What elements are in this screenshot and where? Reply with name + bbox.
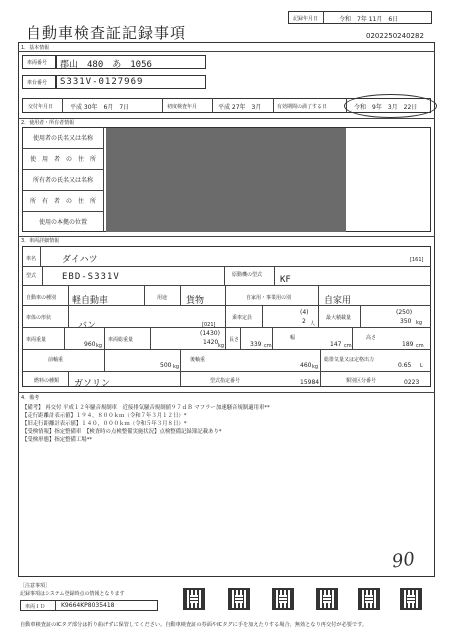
maker-code: [161] — [410, 257, 424, 263]
body-code: [021] — [202, 322, 216, 328]
record-date-label: 記録年月日 — [293, 16, 319, 22]
front-axle-label: 前軸重 — [48, 357, 64, 363]
owner-address-label: 所 有 者 の 住 所 — [29, 198, 96, 205]
width-unit: cm — [344, 343, 352, 349]
issue-value: 平成 30年 6月 7日 — [70, 104, 130, 111]
first-reg-label: 初度検査年月 — [167, 104, 198, 110]
issue-label: 交付年月日 — [28, 104, 54, 110]
capacity-unit: 人 — [310, 321, 316, 327]
rear-axle-value: 460 — [300, 362, 312, 369]
remarks-line-2: 【走行距離計表示値】１９４，８００ｋｍ（令和７年３月１２日）* — [22, 413, 187, 419]
fuel-label: 燃料の種類 — [34, 378, 60, 384]
page-title: 自動車検査証記録事項 — [26, 24, 187, 42]
purpose-value: 自家用 — [324, 296, 352, 306]
gross-label: 車両総重量 — [108, 337, 134, 343]
expiry-circle — [344, 94, 437, 118]
remarks-line-5: 【受検形態】指定整備工場** — [22, 437, 93, 443]
expiry-value: 令和 9年 3月 22日 — [354, 104, 418, 111]
rear-axle-label: 後軸重 — [190, 357, 206, 363]
width-label: 幅 — [290, 335, 296, 341]
qr-code-2 — [228, 588, 250, 610]
length-unit: cm — [264, 343, 272, 349]
gross-unit: kg — [218, 343, 225, 349]
plate-label: 車両番号 — [27, 60, 48, 66]
remarks-line-4: 【受検情報】指定整備車 【検査時の点検整備実施状況】点検整備記録簿記載あり* — [22, 429, 222, 435]
expiry-label: 有効期間の満了する日 — [277, 104, 328, 110]
section4-heading: 4．備考 — [21, 395, 40, 401]
redacted-owner-info — [106, 128, 346, 232]
maker-value: ダイハツ — [62, 255, 98, 265]
front-axle-value: 500 — [160, 362, 172, 369]
front-axle-unit: kg — [173, 364, 180, 370]
maxload-value: 350 — [400, 318, 412, 325]
bottom-notice: 自動車検査証のICタグ部分は折り曲げずに保管してください。自動車検査証の券面やICタグに手を加えたりする場合、無効となり再交付が必要です。 — [20, 622, 368, 628]
qr-code-4 — [316, 588, 338, 610]
engine-value: KF — [280, 275, 291, 285]
first-reg-value: 平成 27年 3月 — [218, 104, 262, 111]
remarks-line-3: 【旧走行距離計表示値】１４０，０００ｋｍ（令和５年３月８日）* — [22, 421, 187, 427]
plate-value: 郡山 480 あ 1056 — [60, 60, 152, 70]
model-value: EBD-S331V — [62, 272, 120, 282]
weight-value: 960 — [84, 341, 96, 348]
maxload-unit: kg — [416, 320, 423, 326]
vehicle-table — [22, 246, 431, 387]
use-label: 用途 — [157, 295, 168, 301]
vehicle-id-value: K9664KP8035418 — [61, 602, 115, 609]
vin-value: S331V-0127969 — [60, 77, 144, 87]
qr-code-3 — [272, 588, 294, 610]
displacement-label: 総排気量又は定格出力 — [324, 357, 375, 363]
user-address-label: 使 用 者 の 住 所 — [29, 156, 96, 163]
height-unit: cm — [416, 343, 424, 349]
maker-label: 車名 — [26, 256, 37, 262]
category-value: 0223 — [404, 379, 420, 386]
notes-label: ［注意事項］ — [20, 583, 51, 589]
designation-value: 15984 — [300, 379, 320, 386]
height-label: 高さ — [366, 335, 377, 341]
capacity-sub: (4) — [300, 309, 309, 316]
height-value: 189 — [402, 341, 414, 348]
body-value: バン — [78, 321, 97, 331]
maxload-label: 最大積載量 — [326, 315, 352, 321]
capacity-value: 2 — [302, 318, 306, 325]
owner-name-label: 所有者の氏名又は名称 — [32, 177, 93, 184]
section1-heading: 1．基本情報 — [21, 45, 50, 51]
type-label: 自動車の種別 — [26, 295, 57, 301]
weight-label: 車両重量 — [26, 337, 47, 343]
category-label: 類別区分番号 — [346, 378, 377, 384]
designation-label: 型式指定番号 — [210, 378, 241, 384]
weight-unit: kg — [96, 343, 103, 349]
user-name-label: 使用者の氏名又は名称 — [32, 135, 93, 142]
vehicle-id-box — [20, 600, 158, 611]
notes-text: 記録事項はシステム登録時点の情報となります — [20, 591, 125, 597]
displacement-unit: L — [420, 363, 423, 369]
remarks-line-1: 【備考】 再交付 平成１２年騒音規制車 近接排気騒音規制値９７ｄＢ マフラー加速騒音規制適用車** — [22, 405, 270, 411]
qr-code-6 — [400, 588, 422, 610]
fuel-value: ガソリン — [74, 379, 111, 389]
record-date-value: 令和 7年 11月 6日 — [339, 16, 399, 23]
type-value: 軽自動車 — [72, 296, 109, 306]
length-value: 339 — [250, 341, 262, 348]
section3-heading: 3．車両詳細情報 — [21, 238, 60, 244]
gross-value: 1420 — [203, 339, 219, 346]
capacity-label: 乗車定員 — [232, 315, 253, 321]
length-label: 長さ — [229, 337, 240, 343]
rear-axle-unit: kg — [312, 364, 319, 370]
vin-label: 車台番号 — [27, 80, 48, 86]
use-value: 貨物 — [186, 296, 205, 306]
body-label: 車体の形状 — [26, 315, 52, 321]
doc-number: 0202250240282 — [366, 32, 424, 40]
maxload-sub: (250) — [396, 309, 413, 316]
handwritten-number: 90 — [390, 548, 417, 573]
section2-heading: 2．使用者・所有者情報 — [21, 120, 75, 126]
displacement-value: 0.65 — [398, 362, 412, 369]
record-date-box — [288, 11, 432, 24]
gross-sub: (1430) — [200, 330, 220, 337]
width-value: 147 — [330, 341, 342, 348]
qr-code-1 — [183, 588, 205, 610]
base-location-label: 使用の本拠の位置 — [38, 219, 87, 226]
model-label: 型式 — [26, 273, 37, 279]
qr-code-5 — [358, 588, 380, 610]
purpose-label: 自家用・事業用の別 — [246, 295, 292, 301]
vehicle-id-label: 車両ＩＤ — [25, 604, 46, 610]
engine-label: 原動機の型式 — [232, 272, 263, 278]
